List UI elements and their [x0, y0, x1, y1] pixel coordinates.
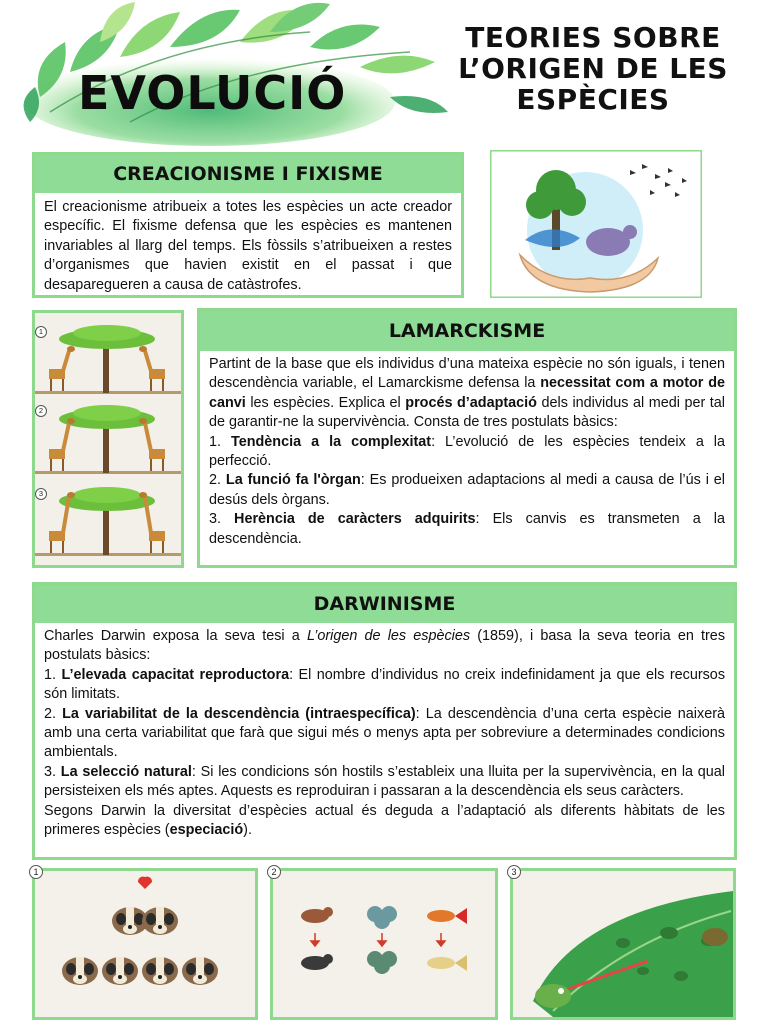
bold-run: procés d’adaptació [405, 394, 537, 411]
postulat-text: : Es produeixen adaptacions al medi a causa de l’ús i el desús dels òrgans. [209, 472, 725, 508]
item-number: 3. [209, 511, 235, 528]
creacionisme-section [32, 152, 464, 298]
postulat-text: : Els canvis es transmeten a la descendència. [209, 511, 725, 547]
postulat-item [209, 471, 725, 510]
postulat-item [209, 433, 725, 472]
panel-number: 1 [29, 865, 43, 879]
conclusion-paragraph [44, 802, 725, 841]
postulat-text: : L’evolució de les espècies tendeix a la perfecció. [209, 433, 726, 470]
giraffe-step-labels [32, 310, 184, 568]
section-text [35, 623, 734, 840]
intro-paragraph [44, 627, 725, 666]
subtitle-line: L’ORIGEN DE LES [458, 52, 728, 85]
postulat-title: La funció fa l'òrgan [225, 472, 361, 489]
bold-run: necessitat com a motor de canvi [209, 375, 725, 411]
text-run: (1859), i basa la seva teoria en tres postulats bàsics: [44, 628, 726, 664]
step-number: 1 [35, 326, 47, 338]
item-number: 1. [209, 433, 231, 450]
badger-family-icon [35, 871, 255, 1017]
text-run: dels individus al medi per tal de garantir-ne la supervivència. Consta de tres postulats bàsics: [209, 394, 725, 431]
item-number: 2. [44, 705, 63, 722]
text-run: Partint de la base que els individus d’una mateixa espècie no són iguals, i tenen descendència variable, el Lamarckisme defensa la [209, 356, 725, 392]
page-subtitle [458, 22, 728, 115]
panel-number: 2 [267, 865, 281, 879]
variability-panel [270, 868, 498, 1020]
postulat-title: Herència de caràcters adquirits [234, 511, 476, 528]
postulat-item [44, 666, 725, 705]
world-in-hands-illustration [490, 150, 702, 298]
section-text [200, 351, 734, 549]
postulat-item [44, 763, 725, 802]
subtitle-line: ESPÈCIES [516, 83, 670, 116]
section-text: El creacionisme atribueix a totes les espècies un acte creador específic. El fixisme defensa que les espècies es mantenen invariables al llarg del temps. Els fòssils s’atribueixen a restes d’organismes que havien existit en el passat i que desaparegueren a causa de catàstrofes. [44, 199, 452, 293]
page-title: EVOLUCIÓ [78, 66, 347, 120]
item-number: 1. [44, 666, 62, 683]
postulat-text: : La descendència d’una certa espècie naixerà amb una certa variabilitat que farà que sigui més o menys apta per sobreviure a determinades condicions ambientals. [44, 705, 725, 761]
bold-run: especiació [169, 822, 244, 839]
section-heading: CREACIONISME I FIXISME [35, 155, 461, 193]
subtitle-line: TEORIES SOBRE [465, 21, 721, 54]
section-heading: DARWINISME [35, 585, 734, 623]
step-number: 3 [35, 488, 47, 500]
variation-icon [273, 871, 495, 1017]
postulat-item [209, 510, 725, 549]
reproduction-panel [32, 868, 258, 1020]
step-number: 2 [35, 405, 47, 417]
text-run: les espècies. Explica el [245, 394, 406, 411]
postulat-title: La variabilitat de la descendència (intraespecífica) [62, 705, 416, 722]
postulat-title: L’elevada capacitat reproductora [61, 666, 290, 683]
natural-selection-panel [510, 868, 736, 1020]
book-title: L’origen de les espècies [306, 628, 471, 644]
chameleon-leaf-icon [513, 871, 733, 1017]
postulat-title: La selecció natural [60, 763, 192, 780]
text-run: Segons Darwin la diversitat d’espècies actual és deguda a l’adaptació als diferents hàbitats de les primeres espècies ( [44, 802, 725, 839]
text-run: Charles Darwin exposa la seva tesi a [44, 628, 307, 644]
panel-number: 3 [507, 865, 521, 879]
intro-paragraph [209, 355, 725, 433]
postulat-text: : El nombre d’individus no creix indefinidament ja que els recursos són limitats. [44, 666, 726, 703]
item-number: 3. [44, 763, 61, 780]
postulat-title: Tendència a la complexitat [231, 433, 432, 450]
darwinisme-section [32, 582, 737, 860]
item-number: 2. [209, 472, 226, 489]
lamarckisme-section [197, 308, 737, 568]
postulat-text: : Si les condicions són hostils s’estableix una lluita per la supervivència, en la qual persisteixen els més aptes. Aquests es reproduiran i passaran a la descendència els seus caràcters. [44, 763, 725, 800]
postulat-item [44, 705, 725, 763]
section-heading: LAMARCKISME [200, 311, 734, 351]
text-run: ). [243, 822, 252, 839]
